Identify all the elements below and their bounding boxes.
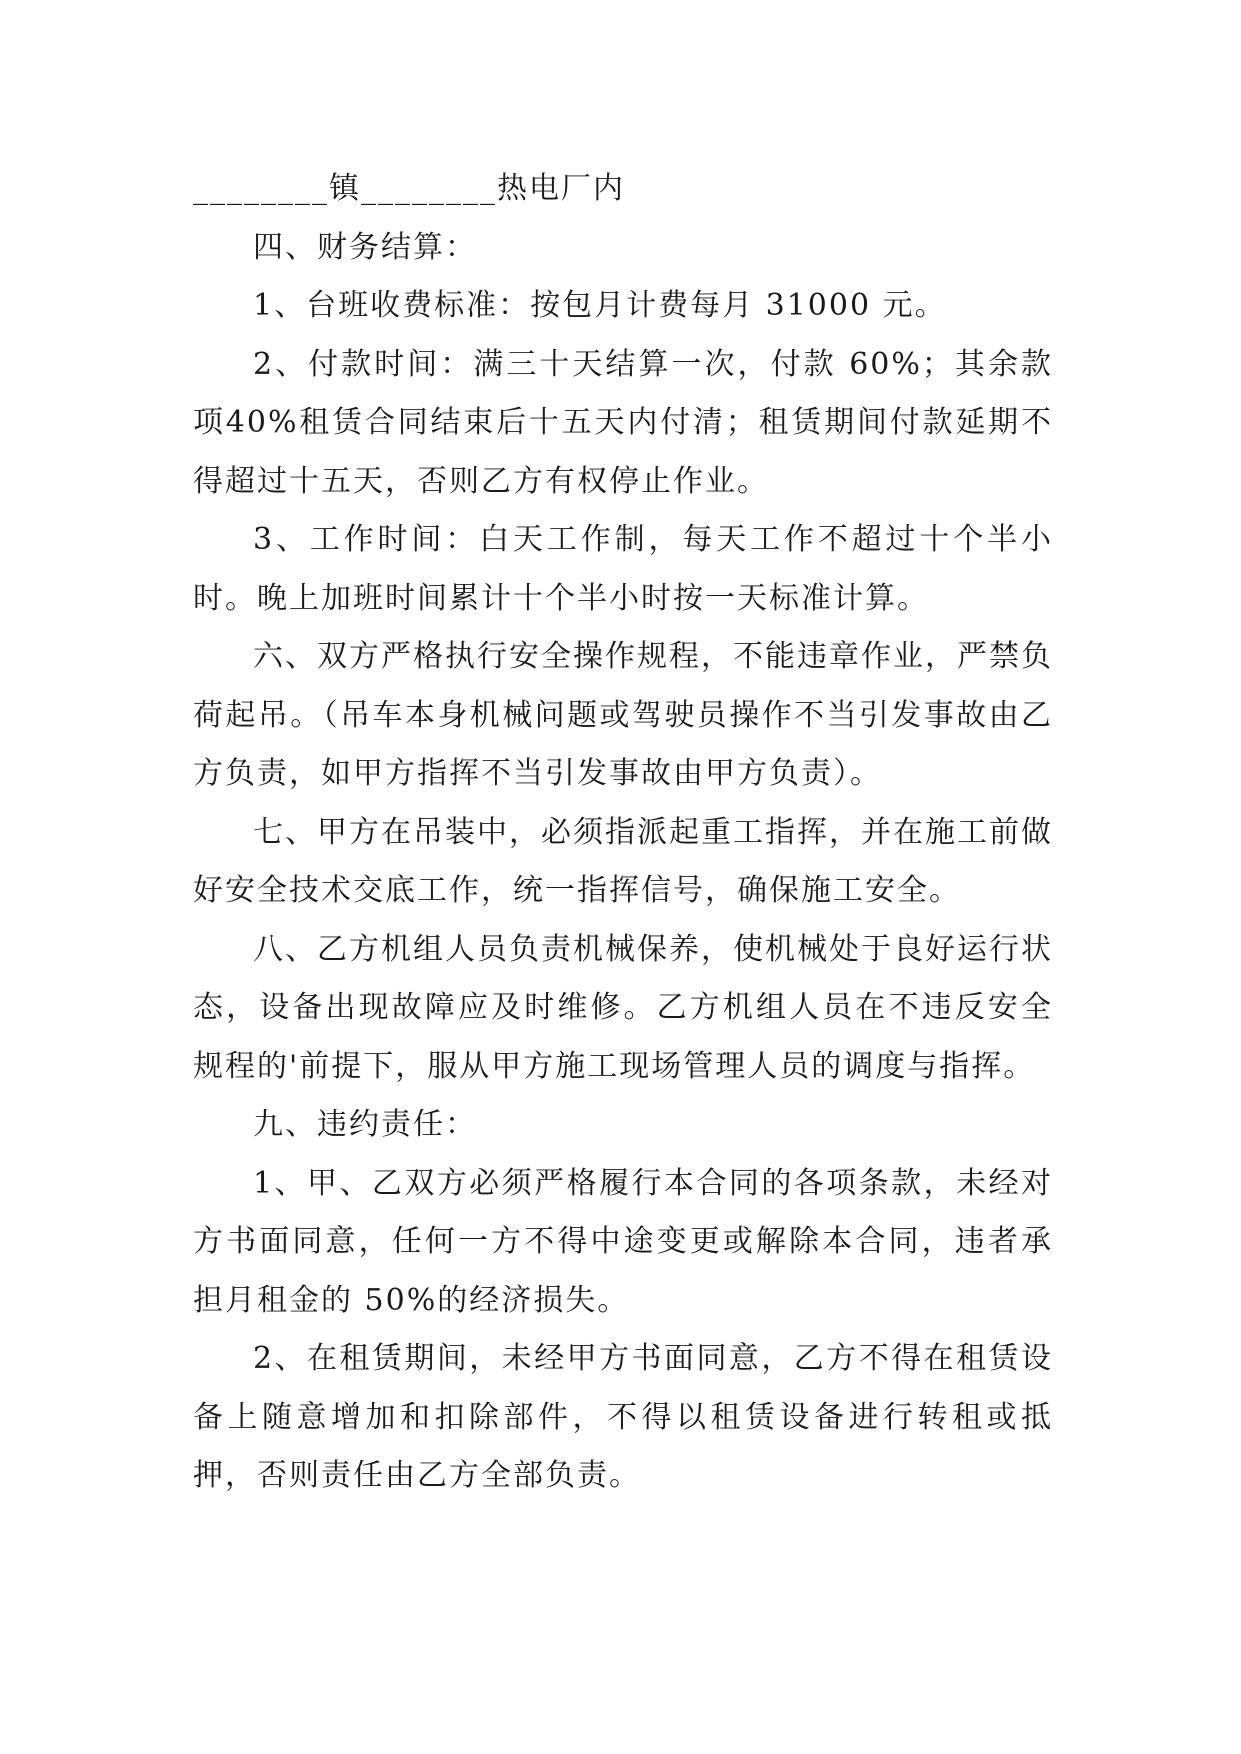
paragraph-section-eight: 八、乙方机组人员负责机械保养，使机械处于良好运行状态，设备出现故障应及时维修。乙方机组人员在不违反安全规程的'前提下，服从甲方施工现场管理人员的调度与指挥。	[193, 931, 1053, 1084]
paragraph-section-nine-heading: 九、违约责任：	[253, 1107, 477, 1142]
paragraph-section-seven: 七、甲方在吊装中，必须指派起重工指挥，并在施工前做好安全技术交底工作，统一指挥信号，确保施工安全。	[193, 814, 1053, 908]
paragraph-working-time: 3、工作时间：白天工作制，每天工作不超过十个半小时。晚上加班时间累计十个半小时按一天标准计算。	[193, 522, 1053, 616]
paragraph-breach-two: 2、在租赁期间，未经甲方书面同意，乙方不得在租赁设备上随意增加和扣除部件，不得以租赁设备进行转租或抵押，否则责任由乙方全部负责。	[193, 1341, 1053, 1493]
paragraph-section-six: 六、双方严格执行安全操作规程，不能违章作业，严禁负荷起吊。（吊车本身机械问题或驾驶员操作不当引发事故由乙方负责，如甲方指挥不当引发事故由甲方负责）。	[193, 639, 1053, 791]
paragraph-section-four-heading: 四、财务结算：	[253, 229, 477, 265]
document-body	[193, 160, 1053, 1506]
paragraph-fee-standard: 1、台班收费标准：按包月计费每月 31000 元。	[253, 288, 947, 323]
paragraph-breach-one: 1、甲、乙双方必须严格履行本合同的各项条款，未经对方书面同意，任何一方不得中途变更或解除本合同，违者承担月租金的 50%的经济损失。	[193, 1165, 1053, 1318]
paragraph-payment-time: 2、付款时间：满三十天结算一次，付款 60%；其余款项40%租赁合同结束后十五天内付清；租赁期间付款延期不得超过十五天，否则乙方有权停止作业。	[193, 346, 1053, 499]
paragraph-location: ________镇________热电厂内	[193, 171, 625, 206]
